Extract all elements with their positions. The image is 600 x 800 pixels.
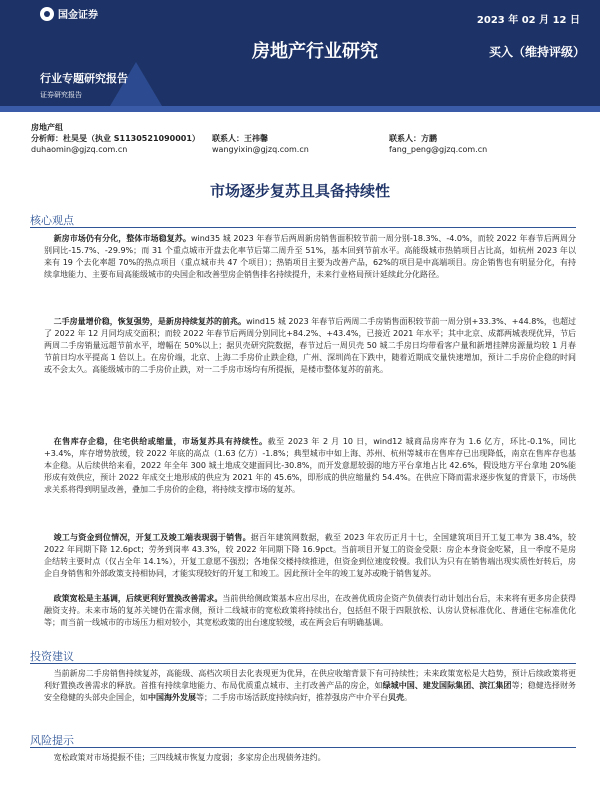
- logo-text: 国金证券: [58, 10, 98, 21]
- paragraph-body: 。: [404, 692, 412, 702]
- section-divider: [30, 747, 576, 748]
- paragraph: [44, 436, 576, 496]
- logo-icon: [40, 7, 54, 21]
- rating-badge: 买入（维持评级）: [489, 45, 586, 59]
- contact-name: 联系人：王祎馨: [212, 134, 268, 143]
- highlight-company: 中国海外发展: [148, 692, 196, 702]
- highlight-companies: 绿城中国、建发国际集团、滨江集团: [382, 680, 512, 690]
- industry-title: 房地产行业研究: [252, 41, 378, 62]
- analyst-block: [31, 122, 576, 155]
- report-type: 行业专题研究报告: [40, 72, 128, 85]
- paragraph: [44, 593, 576, 629]
- report-date: 2023 年 02 月 12 日: [476, 15, 580, 26]
- paragraph-body: 等；二手房市场活跃度持续向好，推荐强房产中介平台: [196, 692, 388, 702]
- paragraph: [44, 532, 576, 580]
- analyst-email-link[interactable]: duhaomin@gjzq.com.cn: [31, 145, 128, 154]
- paragraph-body: 截至 2023 年 2 月 10 日，wind12 城商品房库存为 1.6 亿方，环比-0.1%，同比+3.4%，库存增势放缓，较 2022 年底的高点（1.63 亿方）-1.8%；典型城市中如上海、苏州、杭州等城市在售库存已出现降低，南京在售库存也基本企稳。从后续供给来看，2022 年全年 300 城土地成交建面同比-30.8%，而开发意愿较弱的地方平台拿地占比 42.6%，假设地方平台拿地 20%能形成有效供应，预计 2022 年成交土地形成的供应为 2021 年的 45.6%，即形成的供应缩量约 54.4%。在供应下降而需求逐步恢复的背景下，市场供求关系将得到明显改善，叠加二手房价的企稳，将持续支撑市场的复苏。: [44, 437, 576, 494]
- contact-email-link[interactable]: wangyixin@gjzq.com.cn: [212, 145, 309, 154]
- contact-email-link[interactable]: fang_peng@gjzq.com.cn: [389, 145, 488, 154]
- paragraph: [44, 233, 576, 281]
- paragraph-lead: 政策宽松是主基调，后续更利好置换改善需求。: [53, 594, 223, 603]
- paragraph: [44, 668, 576, 704]
- paragraph-lead: 新房市场仍有分化，整体市场稳复苏。: [53, 234, 191, 243]
- paragraph-body: wind15 城 2023 年春节后两周二手房销售面积较节前一周分别+33.3%、+44.8%，也超过了 2022 年 12 月同均成交面积；而较 2022 年春节后两周分别同比+84.2%、+43.4%，已接近 2021 年水平；其中北京、成都两城表现优异，节后两周二手房销量远超节前水平，增幅在 50%以上；据贝壳研究院数据，春节过后一周贝壳 50 城二手房日均带看客户量和新增挂牌房源量均较 1 月春节前日均水平提高 1 倍以上。在房价端，北京、上海二手房价止跌企稳，广州、深圳尚在下跌中，随着近期成交量快速增加，预计二手房价企稳的时间或不会太久。高能级城市的二手房价止跌，对一二手房市场均有所提振，是楼市整体复苏的前兆。: [44, 317, 576, 374]
- paragraph-body: 当前供给侧政策基本应出尽出，在改善优质房企资产负债表行动计划出台后，未来将有更多房企获得融资支持。未来市场的复苏关键仍在需求侧，预计二线城市的宽松政策将持续出台，包括但不限于四限放松、认房认贷标准优化、普通住宅标准优化等；而当前一线城市的市场压力相对较小，其宽松政策的出台速度较缓，或在两会后有明确基调。: [44, 594, 577, 627]
- section-heading-risk: 风险提示: [30, 734, 74, 747]
- section-divider: [30, 663, 576, 664]
- paragraph-body: 据百年建筑网数据，截至 2023 年农历正月十七，全国建筑项目开工复工率为 38.4%，较 2022 年同期下降 12.6pct；劳务到岗率 43.3%，较 2022 年同期下降 16.9pct。当前项目开复工的资金受限：房企本身资金吃紧，且一季度不是房企结转主要时点（仅占全年 14.1%），开复工意愿不强烈；各地保交楼持续推进，但资金到位速度较慢。我们认为只有在销售端出现实质性好转后，房企自身销售和外部政策支持相协同，才能实现较好的开复工和竣工。因此预计全年的竣工复苏或晚于销售复苏。: [44, 533, 576, 578]
- analyst-name: 分析师：杜昊旻（执业 S1130521090001）: [31, 134, 200, 143]
- report-subtype: 证券研究报告: [40, 91, 82, 99]
- highlight-company: 贝壳: [388, 692, 404, 702]
- section-heading-invest: 投资建议: [30, 650, 74, 663]
- contact-name: 联系人：方鹏: [389, 134, 437, 143]
- paragraph: [44, 752, 576, 764]
- paragraph: [44, 316, 576, 376]
- paragraph-body: 宽松政策对市场提振不佳；三四线城市恢复力度弱；多家房企出现债务违约。: [53, 753, 326, 762]
- paragraph-body: wind35 城 2023 年春节后两周新房销售面积较节前一周分别-18.3%、-4.0%，而较 2022 年春节后两周分别同比-15.7%、-29.9%；而 31 个重点城市开盘去化率节后第二周升至 51%，基本回到节前水平。高能级城市热销项目占比高，如杭州 2023 年以来有 19 个去化率超 70%的热点项目（重点城市共 47 个项目）；热销项目主要为改善产品，62%的项目是中高端项目。房企销售也有明显分化，有持续拿地能力、主要布局高能级城市的央国企和改善型房企销售排名持续提升，未来行业格局预计延续此分化路径。: [44, 234, 576, 279]
- paragraph-lead: 二手房量增价稳，恢复强势，是新房持续复苏的前兆。: [53, 317, 247, 326]
- paragraph-body: 等；稳健选择财务安全稳健的头部央企国企，如: [44, 680, 577, 702]
- sector-label: 房地产组: [31, 123, 63, 132]
- section-divider: [30, 227, 576, 228]
- paragraph-lead: 在售库存企稳，住宅供给或缩量，市场复苏具有持续性。: [53, 437, 268, 446]
- report-title: 市场逐步复苏且具备持续性: [209, 182, 390, 200]
- header-accent-bar: [0, 106, 600, 112]
- brand-logo: [40, 6, 98, 21]
- paragraph-lead: 竣工与资金到位情况，开复工及竣工端表现弱于销售。: [53, 533, 251, 542]
- paragraph-body: 当前新房二手房销售持续复苏，高能级、高档次项目去化表现更为优异，在供应收缩背景下有可持续性；未来政策宽松是大趋势，预计后续政策将更利好置换改善需求的释放。首推有持续拿地能力、布局优质重点城市、主打改善产品的房企，如: [44, 669, 576, 690]
- report-header: [0, 0, 600, 112]
- section-heading-core: 核心观点: [30, 214, 74, 227]
